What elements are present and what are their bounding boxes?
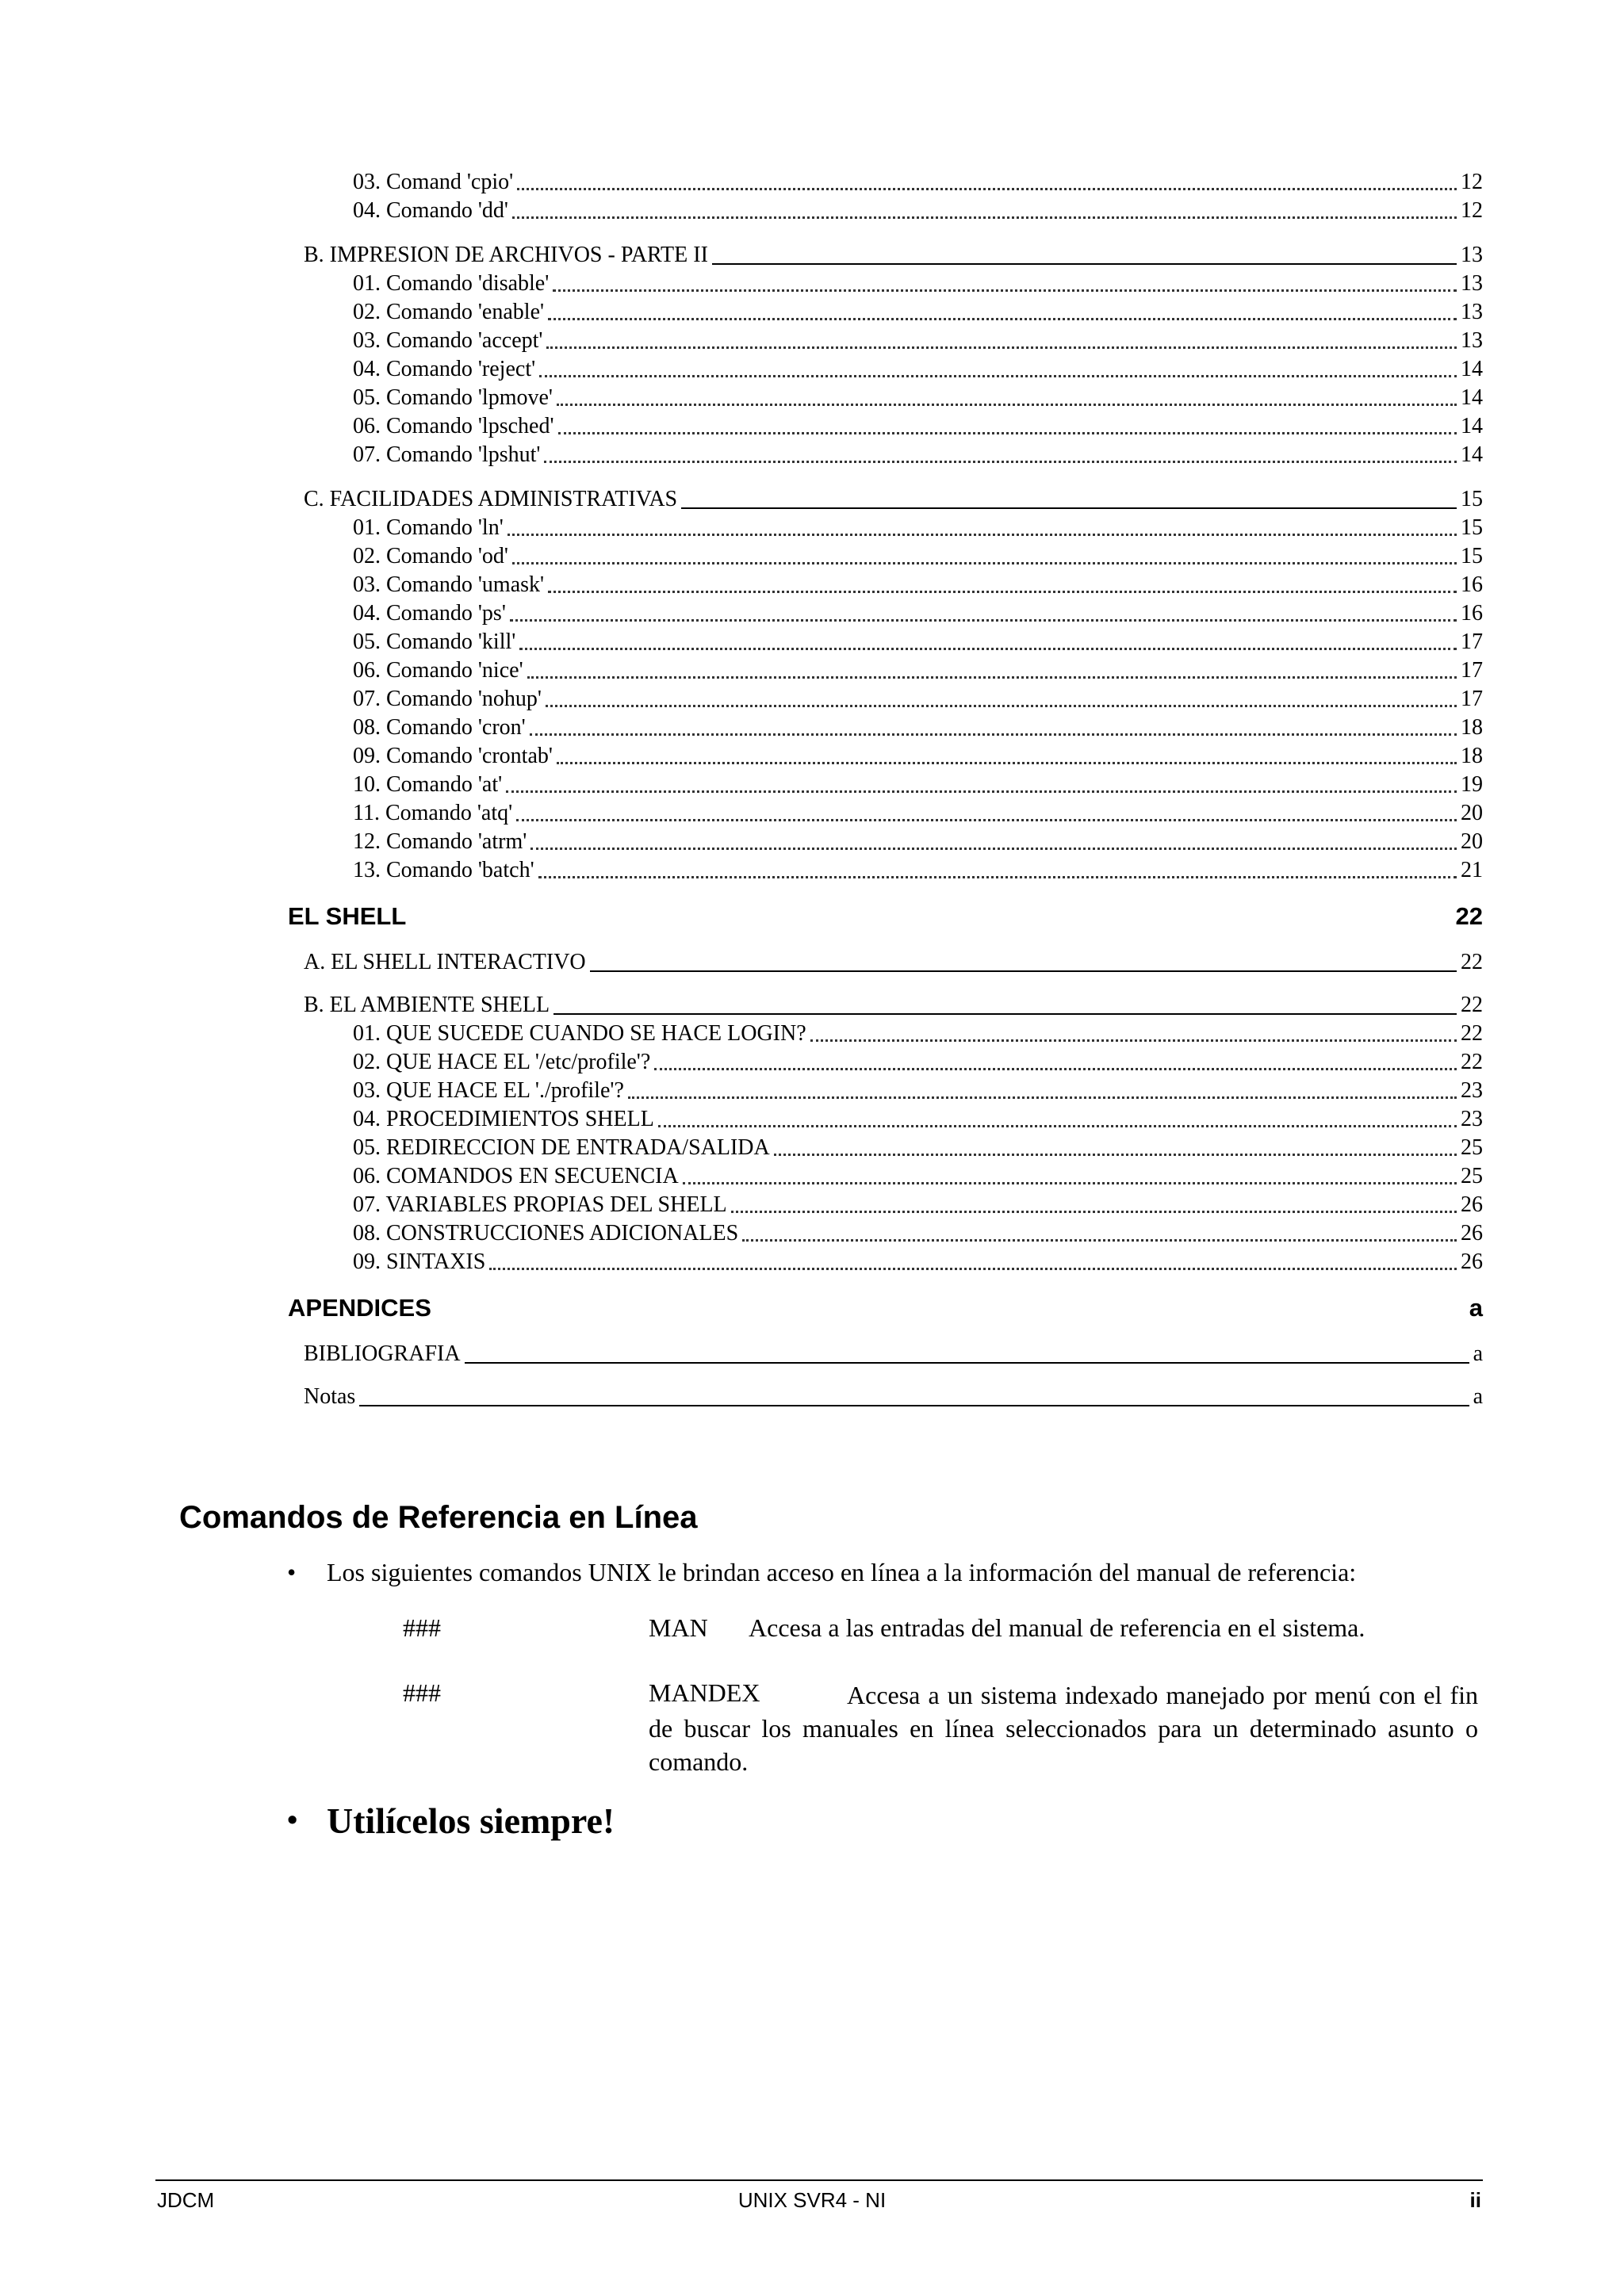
toc-entry-title: 08. Comando 'cron' <box>353 715 526 740</box>
toc-section <box>288 485 1483 514</box>
toc-page-number: 17 <box>1461 687 1483 711</box>
toc-leader <box>731 1211 1457 1213</box>
toc-page-number: 22 <box>1461 1050 1483 1074</box>
toc-leader <box>489 1268 1457 1270</box>
toc-leader <box>530 848 1457 850</box>
toc-entry-title: APENDICES <box>288 1294 431 1322</box>
toc-entry-title: 05. Comando 'lpmove' <box>353 385 553 410</box>
toc-leader <box>516 819 1457 821</box>
toc-page-number: 13 <box>1461 243 1483 267</box>
command-code: ### <box>403 1678 441 1707</box>
toc-page-number: 22 <box>1455 902 1483 930</box>
toc-entry-title: 03. Comand 'cpio' <box>353 170 514 194</box>
toc-entry <box>288 542 1483 571</box>
toc-entry-title: 06. COMANDOS EN SECUENCIA <box>353 1164 679 1188</box>
toc-chapter <box>288 901 1483 932</box>
toc-leader <box>712 263 1457 265</box>
command-name: MANDEX <box>649 1678 760 1707</box>
toc-entry-title: 02. Comando 'enable' <box>353 300 545 324</box>
toc-entry-title: B. IMPRESION DE ARCHIVOS - PARTE II <box>304 243 708 267</box>
toc-page-number: 22 <box>1461 1021 1483 1046</box>
footer-page-number: ii <box>1469 2188 1481 2212</box>
toc-page-number: 21 <box>1461 858 1483 882</box>
toc-section <box>288 991 1483 1020</box>
bullet-icon: • <box>287 1558 297 1586</box>
toc-page-number: 13 <box>1461 300 1483 324</box>
toc-page-number: a <box>1473 1384 1483 1409</box>
toc-entry <box>288 298 1483 327</box>
toc-leader <box>683 1182 1457 1184</box>
toc-entry <box>288 656 1483 685</box>
command-name: MAN <box>649 1613 708 1642</box>
toc-leader <box>519 648 1457 650</box>
toc-entry <box>288 441 1483 469</box>
toc-page-number: a <box>1469 1294 1483 1322</box>
toc-leader <box>774 1154 1457 1156</box>
toc-page-number: 20 <box>1461 829 1483 854</box>
toc-leader <box>510 619 1457 622</box>
toc-page-number: 14 <box>1461 357 1483 381</box>
toc-page-number: 16 <box>1461 601 1483 626</box>
toc-leader <box>465 1362 1469 1364</box>
toc-page-number: 22 <box>1461 950 1483 974</box>
toc-entry-title: 09. Comando 'crontab' <box>353 744 553 768</box>
toc-entry <box>288 197 1483 225</box>
toc-page-number: 17 <box>1461 658 1483 683</box>
toc-entry-title: A. EL SHELL INTERACTIVO <box>304 950 586 974</box>
toc-page-number: 17 <box>1461 629 1483 654</box>
toc-entry-title: 07. Comando 'nohup' <box>353 687 542 711</box>
command-code: ### <box>403 1613 441 1642</box>
intro-text: Los siguientes comandos UNIX le brindan acceso en línea a la información del manual de referencia: <box>327 1558 1357 1586</box>
toc-entry-title: 11. Comando 'atq' <box>353 801 513 825</box>
toc-entry-title: BIBLIOGRAFIA <box>304 1341 461 1366</box>
toc-entry <box>288 714 1483 742</box>
footer-left: JDCM <box>157 2188 215 2212</box>
toc-page-number: 13 <box>1461 271 1483 296</box>
toc-page-number: 25 <box>1461 1164 1483 1188</box>
toc-entry-title: 12. Comando 'atrm' <box>353 829 527 854</box>
footer-center: UNIX SVR4 - NI <box>737 2188 887 2212</box>
table-of-contents <box>288 168 1483 1411</box>
toc-entry <box>288 1162 1483 1191</box>
toc-leader <box>590 970 1457 972</box>
closing-text: Utilícelos siempre! <box>327 1800 615 1841</box>
toc-page-number: 25 <box>1461 1135 1483 1160</box>
toc-entry <box>288 628 1483 656</box>
toc-page-number: 14 <box>1461 442 1483 467</box>
toc-page-number: 19 <box>1461 772 1483 797</box>
toc-page-number: 12 <box>1461 170 1483 194</box>
command-description: Accesa a un sistema indexado manejado por menú con el fin de buscar los manuales en línea seleccionados para un determinado asunto o comando. <box>649 1681 1478 1776</box>
toc-entry <box>288 1134 1483 1162</box>
toc-page-number: 23 <box>1461 1107 1483 1131</box>
command-description: Accesa a las entradas del manual de referencia en el sistema. <box>749 1613 1365 1642</box>
toc-entry-title: 02. QUE HACE EL '/etc/profile'? <box>353 1050 651 1074</box>
toc-page-number: 15 <box>1461 487 1483 511</box>
command-entry-man <box>0 1613 1624 1645</box>
toc-leader <box>508 534 1457 536</box>
bullet-icon: • <box>287 1804 298 1837</box>
toc-leader <box>557 762 1457 764</box>
toc-page-number: 26 <box>1461 1221 1483 1246</box>
toc-page-number: 26 <box>1461 1249 1483 1274</box>
toc-entry-title: 09. SINTAXIS <box>353 1249 486 1274</box>
toc-entry-title: 01. Comando 'ln' <box>353 515 504 540</box>
toc-entry <box>288 1105 1483 1134</box>
section-heading: Comandos de Referencia en Línea <box>179 1500 698 1535</box>
toc-entry <box>288 771 1483 799</box>
toc-entry <box>288 1077 1483 1105</box>
toc-entry-title: 03. QUE HACE EL './profile'? <box>353 1078 624 1103</box>
toc-leader <box>544 461 1457 463</box>
toc-entry <box>288 742 1483 771</box>
toc-leader <box>512 216 1457 219</box>
toc-entry-title: 01. QUE SUCEDE CUANDO SE HACE LOGIN? <box>353 1021 806 1046</box>
toc-leader <box>539 375 1457 377</box>
toc-page-number: 15 <box>1461 544 1483 568</box>
toc-entry <box>288 599 1483 628</box>
toc-entry-title: 03. Comando 'umask' <box>353 572 545 597</box>
toc-page-number: 18 <box>1461 744 1483 768</box>
toc-entry <box>288 1048 1483 1077</box>
command-entry-mandex <box>0 1678 1624 1781</box>
toc-entry-title: 07. VARIABLES PROPIAS DEL SHELL <box>353 1192 727 1217</box>
toc-entry <box>288 856 1483 885</box>
toc-entry <box>288 384 1483 412</box>
toc-leader <box>548 591 1457 593</box>
toc-page-number: 18 <box>1461 715 1483 740</box>
toc-entry-title: Notas <box>304 1384 356 1409</box>
toc-page-number: 23 <box>1461 1078 1483 1103</box>
toc-entry-title: 10. Comando 'at' <box>353 772 503 797</box>
toc-entry-title: 02. Comando 'od' <box>353 544 508 568</box>
toc-entry-title: 04. Comando 'reject' <box>353 357 536 381</box>
toc-leader <box>506 790 1457 793</box>
toc-entry-title: 01. Comando 'disable' <box>353 271 550 296</box>
toc-entry <box>288 571 1483 599</box>
toc-entry-title: 05. Comando 'kill' <box>353 629 516 654</box>
toc-leader <box>553 1013 1457 1015</box>
toc-page-number: 26 <box>1461 1192 1483 1217</box>
toc-entry-title: 04. PROCEDIMIENTOS SHELL <box>353 1107 654 1131</box>
toc-section <box>288 241 1483 270</box>
toc-entry-title: 08. CONSTRUCCIONES ADICIONALES <box>353 1221 739 1246</box>
toc-page-number: 20 <box>1461 801 1483 825</box>
toc-page-number: 13 <box>1461 328 1483 353</box>
toc-entry <box>288 514 1483 542</box>
toc-entry <box>288 828 1483 856</box>
toc-entry <box>288 355 1483 384</box>
toc-section <box>288 948 1483 977</box>
toc-leader <box>548 318 1457 320</box>
toc-section <box>288 1340 1483 1368</box>
toc-entry-title: EL SHELL <box>288 902 407 930</box>
toc-leader <box>558 432 1457 434</box>
toc-page-number: 16 <box>1461 572 1483 597</box>
toc-entry-title: C. FACILIDADES ADMINISTRATIVAS <box>304 487 678 511</box>
toc-leader <box>527 676 1457 679</box>
toc-entry-title: 05. REDIRECCION DE ENTRADA/SALIDA <box>353 1135 770 1160</box>
toc-leader <box>658 1125 1457 1127</box>
footer-rule <box>155 2179 1483 2181</box>
toc-entry <box>288 1020 1483 1048</box>
toc-page-number: 14 <box>1461 414 1483 438</box>
toc-leader <box>359 1405 1469 1406</box>
toc-leader <box>557 404 1457 406</box>
toc-page-number: a <box>1473 1341 1483 1366</box>
toc-leader <box>512 562 1457 564</box>
toc-entry-title: 04. Comando 'ps' <box>353 601 506 626</box>
toc-leader <box>546 705 1457 707</box>
toc-entry-title: 06. Comando 'lpsched' <box>353 414 554 438</box>
toc-entry-title: B. EL AMBIENTE SHELL <box>304 993 550 1017</box>
toc-entry <box>288 327 1483 355</box>
toc-section <box>288 1383 1483 1411</box>
toc-leader <box>742 1239 1457 1242</box>
toc-leader <box>538 876 1457 878</box>
toc-entry-title: 04. Comando 'dd' <box>353 198 508 223</box>
toc-entry <box>288 799 1483 828</box>
toc-leader <box>553 289 1457 292</box>
toc-leader <box>810 1039 1457 1042</box>
toc-entry <box>288 168 1483 197</box>
toc-leader <box>654 1068 1457 1070</box>
toc-entry-title: 03. Comando 'accept' <box>353 328 543 353</box>
toc-page-number: 12 <box>1461 198 1483 223</box>
toc-page-number: 22 <box>1461 993 1483 1017</box>
toc-entry-title: 13. Comando 'batch' <box>353 858 534 882</box>
toc-chapter <box>288 1292 1483 1324</box>
toc-entry <box>288 412 1483 441</box>
toc-leader <box>530 733 1457 736</box>
toc-page-number: 15 <box>1461 515 1483 540</box>
toc-entry <box>288 1219 1483 1248</box>
toc-entry-title: 07. Comando 'lpshut' <box>353 442 541 467</box>
toc-entry-title: 06. Comando 'nice' <box>353 658 523 683</box>
toc-entry <box>288 1191 1483 1219</box>
toc-leader <box>546 346 1457 349</box>
toc-page-number: 14 <box>1461 385 1483 410</box>
toc-entry <box>288 685 1483 714</box>
toc-leader <box>681 507 1457 509</box>
toc-leader <box>628 1096 1457 1099</box>
toc-entry <box>288 1248 1483 1276</box>
toc-leader <box>517 188 1457 190</box>
toc-entry <box>288 270 1483 298</box>
